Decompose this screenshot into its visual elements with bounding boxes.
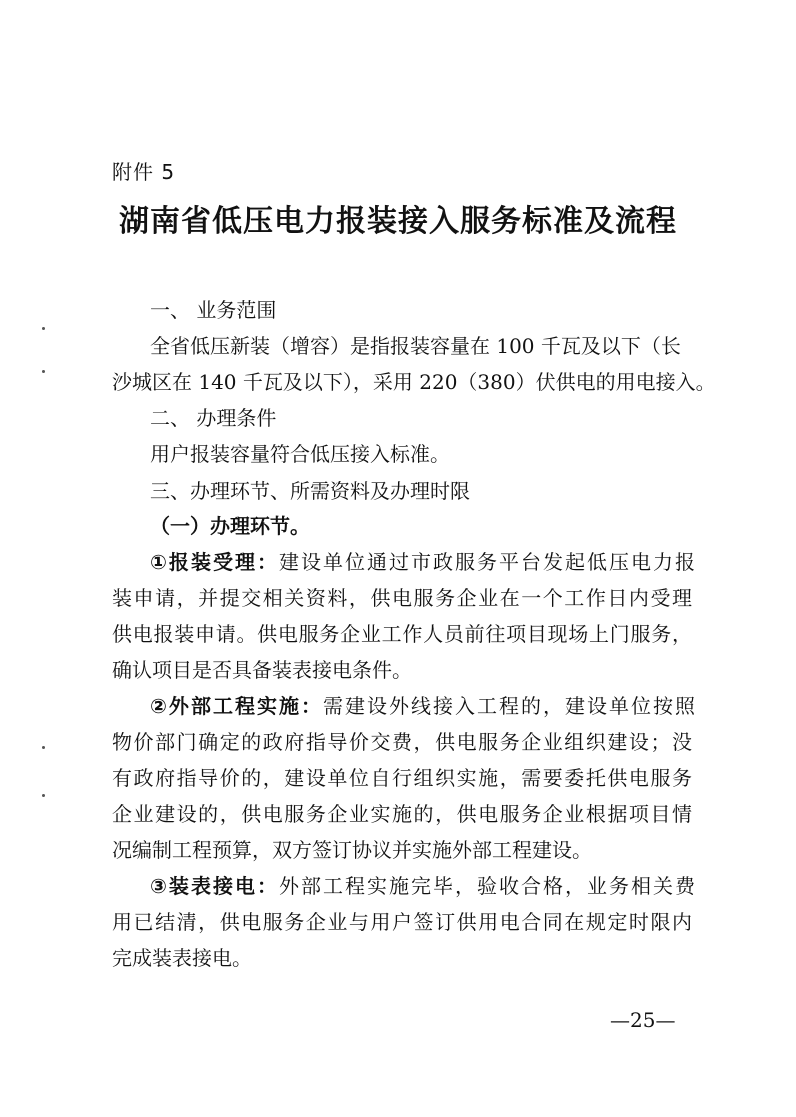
section-3-heading: 三、办理环节、所需资料及办理时限 (150, 479, 470, 503)
scan-mark (42, 327, 45, 330)
step-1-line-4: 确认项目是否具备装表接电条件。 (112, 658, 412, 682)
step-1-label: ①报装受理： (150, 550, 279, 574)
attachment-label: 附件 5 (112, 160, 176, 184)
step-3-line-1-text: 外部工程实施完毕，验收合格，业务相关费 (278, 874, 695, 898)
scan-mark (42, 794, 45, 797)
step-1-line-1-text: 建设单位通过市政服务平台发起低压电力报 (278, 550, 695, 574)
page-number: —25— (610, 1008, 676, 1032)
section-1-paragraph-line-1: 全省低压新装（增容）是指报装容量在 100 千瓦及以下（长 (150, 334, 681, 358)
section-2-paragraph: 用户报装容量符合低压接入标准。 (150, 442, 450, 466)
step-1-line-1 (150, 548, 695, 576)
step-2-line-1 (150, 692, 695, 720)
step-1-line-2: 装申请，并提交相关资料，供电服务企业在一个工作日内受理 (112, 586, 692, 610)
step-2-line-3: 有政府指导价的，建设单位自行组织实施，需要委托供电服务 (112, 766, 692, 790)
scan-mark (42, 746, 45, 749)
step-2-line-4: 企业建设的，供电服务企业实施的，供电服务企业根据项目情 (112, 802, 692, 826)
step-2-line-1-text: 需建设外线接入工程的，建设单位按照 (322, 694, 696, 718)
step-3-line-1 (150, 872, 695, 900)
section-1-paragraph-line-2: 沙城区在 140 千瓦及以下），采用 220（380）伏供电的用电接入。 (112, 370, 716, 394)
document-title: 湖南省低压电力报装接入服务标准及流程 (119, 204, 677, 239)
step-3-label: ③装表接电： (150, 874, 279, 898)
section-2-heading: 二、 办理条件 (150, 406, 277, 430)
step-3-line-3: 完成装表接电。 (112, 946, 252, 970)
step-2-line-2: 物价部门确定的政府指导价交费，供电服务企业组织建设；没 (112, 730, 692, 754)
section-1-heading: 一、 业务范围 (150, 298, 277, 322)
step-2-label: ②外部工程实施： (150, 694, 323, 718)
step-1-line-3: 供电报装申请。供电服务企业工作人员前往项目现场上门服务， (112, 622, 692, 646)
scan-mark (42, 370, 45, 373)
section-3-subheading: （一）办理环节。 (150, 514, 310, 538)
step-2-line-5: 况编制工程预算，双方签订协议并实施外部工程建设。 (112, 838, 592, 862)
step-3-line-2: 用已结清，供电服务企业与用户签订供用电合同在规定时限内 (112, 910, 692, 934)
